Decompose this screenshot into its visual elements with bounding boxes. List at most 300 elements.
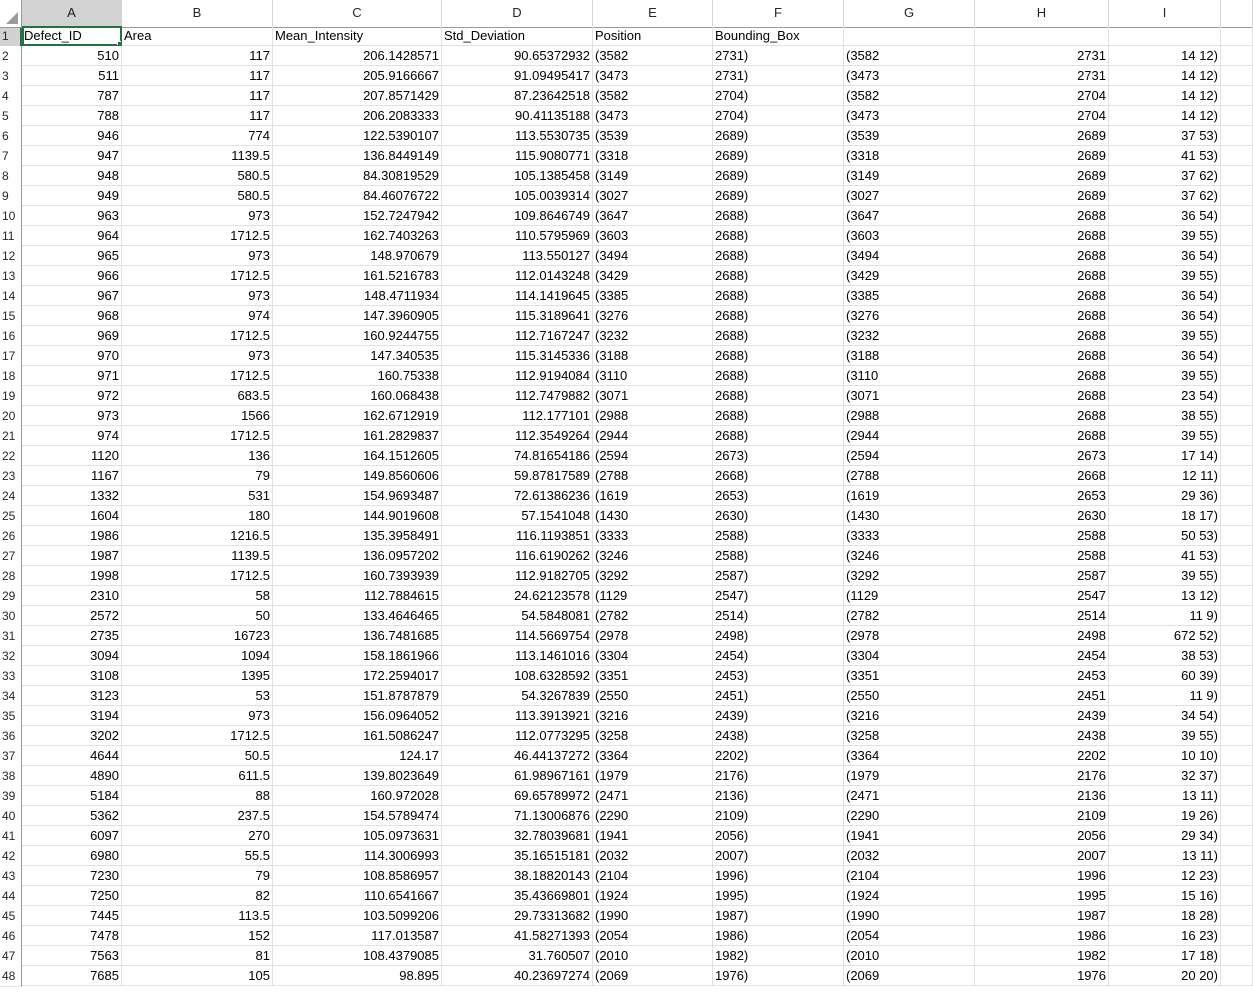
row-number[interactable]: 39	[0, 786, 22, 807]
cell-F41[interactable]: 2056)	[713, 826, 844, 846]
cell-I26[interactable]: 50 53)	[1109, 526, 1221, 546]
cell-A36[interactable]: 3202	[22, 726, 122, 746]
cell-D26[interactable]: 116.1193851	[442, 526, 593, 546]
cell-I48[interactable]: 20 20)	[1109, 966, 1221, 986]
cell-H28[interactable]: 2587	[975, 566, 1109, 586]
cell-A47[interactable]: 7563	[22, 946, 122, 966]
cell-C47[interactable]: 108.4379085	[273, 946, 442, 966]
cell-A8[interactable]: 948	[22, 166, 122, 186]
cell-J38[interactable]	[1221, 766, 1253, 786]
cell-H43[interactable]: 1996	[975, 866, 1109, 886]
row-number[interactable]: 18	[0, 366, 22, 387]
cell-D30[interactable]: 54.5848081	[442, 606, 593, 626]
cell-G9[interactable]: (3027	[844, 186, 975, 206]
row-number[interactable]: 27	[0, 546, 22, 567]
cell-A3[interactable]: 511	[22, 66, 122, 86]
cell-J23[interactable]	[1221, 466, 1253, 486]
cell-J41[interactable]	[1221, 826, 1253, 846]
cell-E24[interactable]: (1619	[593, 486, 713, 506]
cell-B48[interactable]: 105	[122, 966, 273, 986]
cell-J33[interactable]	[1221, 666, 1253, 686]
cell-F24[interactable]: 2653)	[713, 486, 844, 506]
cell-I15[interactable]: 36 54)	[1109, 306, 1221, 326]
cell-J25[interactable]	[1221, 506, 1253, 526]
cell-D36[interactable]: 112.0773295	[442, 726, 593, 746]
cell-C42[interactable]: 114.3006993	[273, 846, 442, 866]
cell-B11[interactable]: 1712.5	[122, 226, 273, 246]
cell-G40[interactable]: (2290	[844, 806, 975, 826]
cell-C41[interactable]: 105.0973631	[273, 826, 442, 846]
cell-I31[interactable]: 672 52)	[1109, 626, 1221, 646]
cell-D35[interactable]: 113.3913921	[442, 706, 593, 726]
row-number[interactable]: 33	[0, 666, 22, 687]
cell-I6[interactable]: 37 53)	[1109, 126, 1221, 146]
cell-B18[interactable]: 1712.5	[122, 366, 273, 386]
cell-F9[interactable]: 2689)	[713, 186, 844, 206]
cell-D21[interactable]: 112.3549264	[442, 426, 593, 446]
row-number[interactable]: 28	[0, 566, 22, 587]
cell-G27[interactable]: (3246	[844, 546, 975, 566]
cell-H13[interactable]: 2688	[975, 266, 1109, 286]
cell-F3[interactable]: 2731)	[713, 66, 844, 86]
cell-B26[interactable]: 1216.5	[122, 526, 273, 546]
cell-H6[interactable]: 2689	[975, 126, 1109, 146]
cell-H47[interactable]: 1982	[975, 946, 1109, 966]
cell-H3[interactable]: 2731	[975, 66, 1109, 86]
cell-J43[interactable]	[1221, 866, 1253, 886]
cell-A18[interactable]: 971	[22, 366, 122, 386]
cell-G33[interactable]: (3351	[844, 666, 975, 686]
cell-C2[interactable]: 206.1428571	[273, 46, 442, 66]
cell-J10[interactable]	[1221, 206, 1253, 226]
cell-B15[interactable]: 974	[122, 306, 273, 326]
row-number[interactable]: 11	[0, 226, 22, 247]
cell-E30[interactable]: (2782	[593, 606, 713, 626]
cell-I45[interactable]: 18 28)	[1109, 906, 1221, 926]
cell-C10[interactable]: 152.7247942	[273, 206, 442, 226]
cell-I11[interactable]: 39 55)	[1109, 226, 1221, 246]
cell-D27[interactable]: 116.6190262	[442, 546, 593, 566]
cell-J26[interactable]	[1221, 526, 1253, 546]
cell-F5[interactable]: 2704)	[713, 106, 844, 126]
column-header-j[interactable]	[1221, 0, 1253, 28]
cell-E42[interactable]: (2032	[593, 846, 713, 866]
cell-E8[interactable]: (3149	[593, 166, 713, 186]
cell-A28[interactable]: 1998	[22, 566, 122, 586]
cell-H17[interactable]: 2688	[975, 346, 1109, 366]
row-number[interactable]: 48	[0, 966, 22, 987]
cell-B44[interactable]: 82	[122, 886, 273, 906]
cell-D23[interactable]: 59.87817589	[442, 466, 593, 486]
cell-I47[interactable]: 17 18)	[1109, 946, 1221, 966]
cell-C8[interactable]: 84.30819529	[273, 166, 442, 186]
cell-J2[interactable]	[1221, 46, 1253, 66]
cell-E29[interactable]: (1129	[593, 586, 713, 606]
cell-G31[interactable]: (2978	[844, 626, 975, 646]
cell-G14[interactable]: (3385	[844, 286, 975, 306]
cell-G32[interactable]: (3304	[844, 646, 975, 666]
row-number[interactable]: 19	[0, 386, 22, 407]
row-number[interactable]: 34	[0, 686, 22, 707]
cell-B14[interactable]: 973	[122, 286, 273, 306]
cell-C44[interactable]: 110.6541667	[273, 886, 442, 906]
cell-B42[interactable]: 55.5	[122, 846, 273, 866]
cell-J34[interactable]	[1221, 686, 1253, 706]
cell-I3[interactable]: 14 12)	[1109, 66, 1221, 86]
cell-J21[interactable]	[1221, 426, 1253, 446]
cell-C1[interactable]: Mean_Intensity	[273, 26, 442, 46]
cell-H48[interactable]: 1976	[975, 966, 1109, 986]
cell-C6[interactable]: 122.5390107	[273, 126, 442, 146]
cell-F7[interactable]: 2689)	[713, 146, 844, 166]
row-number[interactable]: 13	[0, 266, 22, 287]
row-number[interactable]: 32	[0, 646, 22, 667]
cell-J48[interactable]	[1221, 966, 1253, 986]
cell-D20[interactable]: 112.177101	[442, 406, 593, 426]
cell-F27[interactable]: 2588)	[713, 546, 844, 566]
row-number[interactable]: 3	[0, 66, 22, 87]
row-number[interactable]: 40	[0, 806, 22, 827]
cell-D8[interactable]: 105.1385458	[442, 166, 593, 186]
row-number[interactable]: 30	[0, 606, 22, 627]
cell-I12[interactable]: 36 54)	[1109, 246, 1221, 266]
cell-C18[interactable]: 160.75338	[273, 366, 442, 386]
cell-A40[interactable]: 5362	[22, 806, 122, 826]
cell-H8[interactable]: 2689	[975, 166, 1109, 186]
cell-J8[interactable]	[1221, 166, 1253, 186]
cell-I10[interactable]: 36 54)	[1109, 206, 1221, 226]
cell-G47[interactable]: (2010	[844, 946, 975, 966]
cell-D42[interactable]: 35.16515181	[442, 846, 593, 866]
cell-G34[interactable]: (2550	[844, 686, 975, 706]
column-header-h[interactable]: H	[975, 0, 1109, 28]
cell-D17[interactable]: 115.3145336	[442, 346, 593, 366]
cell-G46[interactable]: (2054	[844, 926, 975, 946]
cell-B22[interactable]: 136	[122, 446, 273, 466]
cell-A32[interactable]: 3094	[22, 646, 122, 666]
cell-C34[interactable]: 151.8787879	[273, 686, 442, 706]
cell-B41[interactable]: 270	[122, 826, 273, 846]
cell-E31[interactable]: (2978	[593, 626, 713, 646]
cell-B38[interactable]: 611.5	[122, 766, 273, 786]
cell-C37[interactable]: 124.17	[273, 746, 442, 766]
cell-I4[interactable]: 14 12)	[1109, 86, 1221, 106]
cell-A14[interactable]: 967	[22, 286, 122, 306]
cell-E27[interactable]: (3246	[593, 546, 713, 566]
cell-I42[interactable]: 13 11)	[1109, 846, 1221, 866]
cell-C11[interactable]: 162.7403263	[273, 226, 442, 246]
cell-H27[interactable]: 2588	[975, 546, 1109, 566]
cell-G15[interactable]: (3276	[844, 306, 975, 326]
cell-E17[interactable]: (3188	[593, 346, 713, 366]
cell-A20[interactable]: 973	[22, 406, 122, 426]
cell-B4[interactable]: 117	[122, 86, 273, 106]
cell-H9[interactable]: 2689	[975, 186, 1109, 206]
cell-G25[interactable]: (1430	[844, 506, 975, 526]
cell-C46[interactable]: 117.013587	[273, 926, 442, 946]
cell-G24[interactable]: (1619	[844, 486, 975, 506]
cell-F6[interactable]: 2689)	[713, 126, 844, 146]
cell-D15[interactable]: 115.3189641	[442, 306, 593, 326]
cell-E43[interactable]: (2104	[593, 866, 713, 886]
cell-H5[interactable]: 2704	[975, 106, 1109, 126]
cell-A22[interactable]: 1120	[22, 446, 122, 466]
cell-E9[interactable]: (3027	[593, 186, 713, 206]
column-header-a[interactable]: A	[22, 0, 122, 28]
cell-H30[interactable]: 2514	[975, 606, 1109, 626]
cell-A30[interactable]: 2572	[22, 606, 122, 626]
cell-F32[interactable]: 2454)	[713, 646, 844, 666]
cell-B35[interactable]: 973	[122, 706, 273, 726]
cell-I44[interactable]: 15 16)	[1109, 886, 1221, 906]
cell-D13[interactable]: 112.0143248	[442, 266, 593, 286]
cell-G30[interactable]: (2782	[844, 606, 975, 626]
cell-J14[interactable]	[1221, 286, 1253, 306]
row-number[interactable]: 37	[0, 746, 22, 767]
cell-B1[interactable]: Area	[122, 26, 273, 46]
cell-C22[interactable]: 164.1512605	[273, 446, 442, 466]
cell-B30[interactable]: 50	[122, 606, 273, 626]
cell-G8[interactable]: (3149	[844, 166, 975, 186]
cell-E11[interactable]: (3603	[593, 226, 713, 246]
column-header-i[interactable]: I	[1109, 0, 1221, 28]
cell-J42[interactable]	[1221, 846, 1253, 866]
cell-J4[interactable]	[1221, 86, 1253, 106]
cell-D12[interactable]: 113.550127	[442, 246, 593, 266]
row-number[interactable]: 9	[0, 186, 22, 207]
cell-H4[interactable]: 2704	[975, 86, 1109, 106]
column-header-d[interactable]: D	[442, 0, 593, 28]
cell-G45[interactable]: (1990	[844, 906, 975, 926]
cell-C4[interactable]: 207.8571429	[273, 86, 442, 106]
cell-C13[interactable]: 161.5216783	[273, 266, 442, 286]
cell-D41[interactable]: 32.78039681	[442, 826, 593, 846]
row-number[interactable]: 43	[0, 866, 22, 887]
cell-F44[interactable]: 1995)	[713, 886, 844, 906]
cell-H18[interactable]: 2688	[975, 366, 1109, 386]
cell-E6[interactable]: (3539	[593, 126, 713, 146]
cell-D31[interactable]: 114.5669754	[442, 626, 593, 646]
row-number[interactable]: 31	[0, 626, 22, 647]
cell-I33[interactable]: 60 39)	[1109, 666, 1221, 686]
row-number[interactable]: 44	[0, 886, 22, 907]
cell-C15[interactable]: 147.3960905	[273, 306, 442, 326]
cell-A45[interactable]: 7445	[22, 906, 122, 926]
cell-A9[interactable]: 949	[22, 186, 122, 206]
cell-D32[interactable]: 113.1461016	[442, 646, 593, 666]
cell-F35[interactable]: 2439)	[713, 706, 844, 726]
cell-G17[interactable]: (3188	[844, 346, 975, 366]
cell-E20[interactable]: (2988	[593, 406, 713, 426]
cell-A21[interactable]: 974	[22, 426, 122, 446]
cell-G6[interactable]: (3539	[844, 126, 975, 146]
cell-I17[interactable]: 36 54)	[1109, 346, 1221, 366]
cell-I37[interactable]: 10 10)	[1109, 746, 1221, 766]
row-number[interactable]: 14	[0, 286, 22, 307]
cell-H22[interactable]: 2673	[975, 446, 1109, 466]
cell-D47[interactable]: 31.760507	[442, 946, 593, 966]
cell-J20[interactable]	[1221, 406, 1253, 426]
row-number[interactable]: 36	[0, 726, 22, 747]
cell-H34[interactable]: 2451	[975, 686, 1109, 706]
row-number[interactable]: 41	[0, 826, 22, 847]
cell-A31[interactable]: 2735	[22, 626, 122, 646]
cell-B31[interactable]: 16723	[122, 626, 273, 646]
cell-C3[interactable]: 205.9166667	[273, 66, 442, 86]
cell-E15[interactable]: (3276	[593, 306, 713, 326]
cell-G16[interactable]: (3232	[844, 326, 975, 346]
cell-G7[interactable]: (3318	[844, 146, 975, 166]
cell-I28[interactable]: 39 55)	[1109, 566, 1221, 586]
row-number[interactable]: 7	[0, 146, 22, 167]
row-number[interactable]: 16	[0, 326, 22, 347]
cell-H36[interactable]: 2438	[975, 726, 1109, 746]
cell-H21[interactable]: 2688	[975, 426, 1109, 446]
cell-E47[interactable]: (2010	[593, 946, 713, 966]
cell-I16[interactable]: 39 55)	[1109, 326, 1221, 346]
cell-F16[interactable]: 2688)	[713, 326, 844, 346]
cell-A5[interactable]: 788	[22, 106, 122, 126]
cell-C28[interactable]: 160.7393939	[273, 566, 442, 586]
cell-C20[interactable]: 162.6712919	[273, 406, 442, 426]
cell-D29[interactable]: 24.62123578	[442, 586, 593, 606]
cell-D45[interactable]: 29.73313682	[442, 906, 593, 926]
cell-E39[interactable]: (2471	[593, 786, 713, 806]
cell-I29[interactable]: 13 12)	[1109, 586, 1221, 606]
cell-J18[interactable]	[1221, 366, 1253, 386]
cell-G23[interactable]: (2788	[844, 466, 975, 486]
cell-H39[interactable]: 2136	[975, 786, 1109, 806]
cell-D48[interactable]: 40.23697274	[442, 966, 593, 986]
cell-E12[interactable]: (3494	[593, 246, 713, 266]
cell-F40[interactable]: 2109)	[713, 806, 844, 826]
cell-G37[interactable]: (3364	[844, 746, 975, 766]
cell-E37[interactable]: (3364	[593, 746, 713, 766]
cell-B28[interactable]: 1712.5	[122, 566, 273, 586]
cell-B40[interactable]: 237.5	[122, 806, 273, 826]
cell-B25[interactable]: 180	[122, 506, 273, 526]
cell-E1[interactable]: Position	[593, 26, 713, 46]
cell-I34[interactable]: 11 9)	[1109, 686, 1221, 706]
cell-B37[interactable]: 50.5	[122, 746, 273, 766]
cell-J27[interactable]	[1221, 546, 1253, 566]
cell-G12[interactable]: (3494	[844, 246, 975, 266]
cell-D43[interactable]: 38.18820143	[442, 866, 593, 886]
cell-E41[interactable]: (1941	[593, 826, 713, 846]
cell-E23[interactable]: (2788	[593, 466, 713, 486]
cell-A16[interactable]: 969	[22, 326, 122, 346]
cell-D28[interactable]: 112.9182705	[442, 566, 593, 586]
cell-A34[interactable]: 3123	[22, 686, 122, 706]
cell-H19[interactable]: 2688	[975, 386, 1109, 406]
cell-J1[interactable]	[1221, 26, 1253, 46]
cell-A10[interactable]: 963	[22, 206, 122, 226]
cell-B9[interactable]: 580.5	[122, 186, 273, 206]
cell-A12[interactable]: 965	[22, 246, 122, 266]
cell-J5[interactable]	[1221, 106, 1253, 126]
cell-F26[interactable]: 2588)	[713, 526, 844, 546]
cell-J46[interactable]	[1221, 926, 1253, 946]
cell-F28[interactable]: 2587)	[713, 566, 844, 586]
row-number[interactable]: 20	[0, 406, 22, 427]
row-number[interactable]: 8	[0, 166, 22, 187]
cell-J30[interactable]	[1221, 606, 1253, 626]
cell-B36[interactable]: 1712.5	[122, 726, 273, 746]
cell-I46[interactable]: 16 23)	[1109, 926, 1221, 946]
cell-F15[interactable]: 2688)	[713, 306, 844, 326]
cell-H41[interactable]: 2056	[975, 826, 1109, 846]
cell-C30[interactable]: 133.4646465	[273, 606, 442, 626]
cell-F12[interactable]: 2688)	[713, 246, 844, 266]
cell-I40[interactable]: 19 26)	[1109, 806, 1221, 826]
cell-F46[interactable]: 1986)	[713, 926, 844, 946]
cell-I7[interactable]: 41 53)	[1109, 146, 1221, 166]
cell-F34[interactable]: 2451)	[713, 686, 844, 706]
cell-F31[interactable]: 2498)	[713, 626, 844, 646]
row-number[interactable]: 2	[0, 46, 22, 67]
cell-A29[interactable]: 2310	[22, 586, 122, 606]
cell-B32[interactable]: 1094	[122, 646, 273, 666]
cell-G19[interactable]: (3071	[844, 386, 975, 406]
cell-J6[interactable]	[1221, 126, 1253, 146]
cell-B20[interactable]: 1566	[122, 406, 273, 426]
cell-E44[interactable]: (1924	[593, 886, 713, 906]
cell-A37[interactable]: 4644	[22, 746, 122, 766]
cell-B8[interactable]: 580.5	[122, 166, 273, 186]
cell-J16[interactable]	[1221, 326, 1253, 346]
cell-E48[interactable]: (2069	[593, 966, 713, 986]
row-number[interactable]: 25	[0, 506, 22, 527]
cell-D37[interactable]: 46.44137272	[442, 746, 593, 766]
cell-I32[interactable]: 38 53)	[1109, 646, 1221, 666]
row-number[interactable]: 24	[0, 486, 22, 507]
cell-C24[interactable]: 154.9693487	[273, 486, 442, 506]
row-number[interactable]: 29	[0, 586, 22, 607]
cell-E33[interactable]: (3351	[593, 666, 713, 686]
cell-B6[interactable]: 774	[122, 126, 273, 146]
cell-J45[interactable]	[1221, 906, 1253, 926]
cell-I25[interactable]: 18 17)	[1109, 506, 1221, 526]
cell-H12[interactable]: 2688	[975, 246, 1109, 266]
cell-H15[interactable]: 2688	[975, 306, 1109, 326]
column-header-f[interactable]: F	[713, 0, 844, 28]
cell-D34[interactable]: 54.3267839	[442, 686, 593, 706]
cell-G38[interactable]: (1979	[844, 766, 975, 786]
cell-J11[interactable]	[1221, 226, 1253, 246]
cell-B5[interactable]: 117	[122, 106, 273, 126]
cell-C39[interactable]: 160.972028	[273, 786, 442, 806]
cell-H46[interactable]: 1986	[975, 926, 1109, 946]
cell-J9[interactable]	[1221, 186, 1253, 206]
row-number[interactable]: 6	[0, 126, 22, 147]
cell-J12[interactable]	[1221, 246, 1253, 266]
row-number[interactable]: 5	[0, 106, 22, 127]
row-number[interactable]: 26	[0, 526, 22, 547]
cell-J31[interactable]	[1221, 626, 1253, 646]
cell-D5[interactable]: 90.41135188	[442, 106, 593, 126]
cell-D18[interactable]: 112.9194084	[442, 366, 593, 386]
cell-D7[interactable]: 115.9080771	[442, 146, 593, 166]
cell-F37[interactable]: 2202)	[713, 746, 844, 766]
cell-H7[interactable]: 2689	[975, 146, 1109, 166]
row-number[interactable]: 10	[0, 206, 22, 227]
row-number[interactable]: 45	[0, 906, 22, 927]
row-number[interactable]: 46	[0, 926, 22, 947]
cell-I9[interactable]: 37 62)	[1109, 186, 1221, 206]
cell-J13[interactable]	[1221, 266, 1253, 286]
cell-E18[interactable]: (3110	[593, 366, 713, 386]
cell-I5[interactable]: 14 12)	[1109, 106, 1221, 126]
